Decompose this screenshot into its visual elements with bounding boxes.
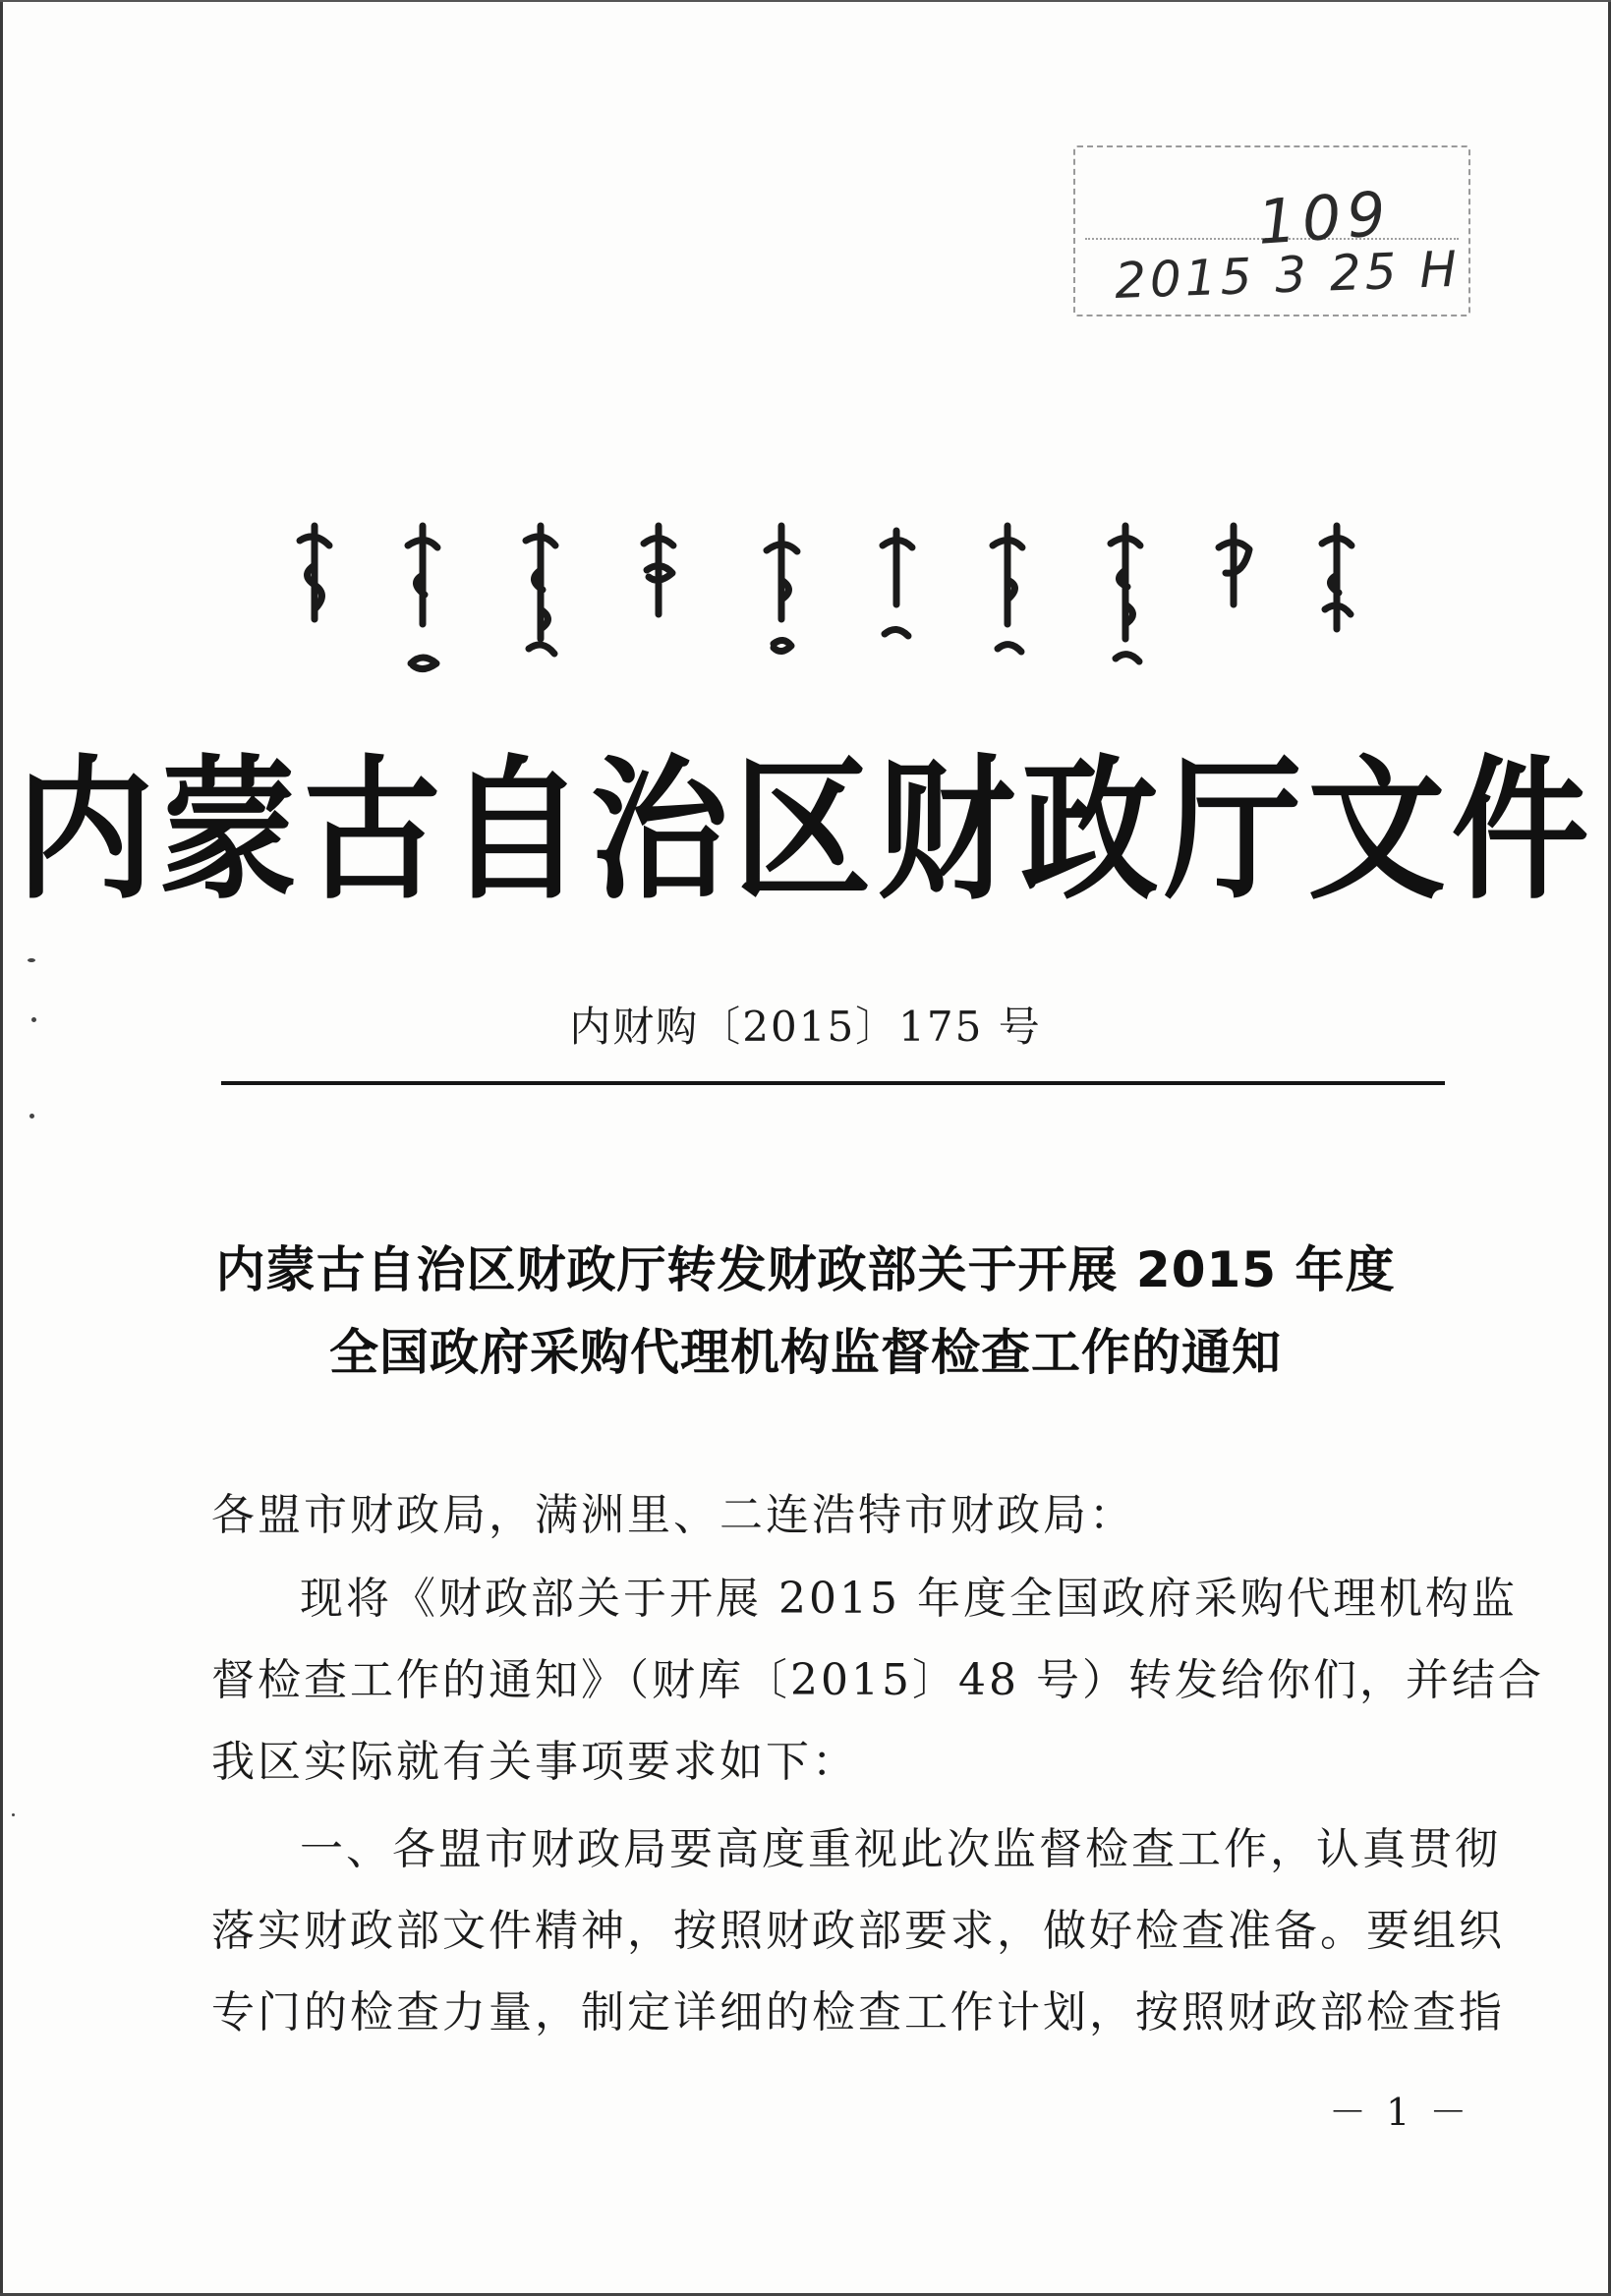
mongolian-script-title	[265, 516, 1386, 693]
scan-speck	[29, 1114, 34, 1119]
salutation: 各盟市财政局，满洲里、二连浩特市财政局：	[211, 1490, 1135, 1540]
body-line: 我区实际就有关事项要求如下：	[211, 1737, 858, 1787]
notice-headline-line-2: 全国政府采购代理机构监督检查工作的通知	[329, 1324, 1282, 1381]
scan-edge-left	[0, 0, 3, 2296]
receipt-stamp	[1073, 145, 1470, 316]
body-line: 专门的检查力量，制定详细的检查工作计划，按照财政部检查指	[211, 1987, 1505, 2038]
body-line: 现将《财政部关于开展 2015 年度全国政府采购代理机构监	[300, 1574, 1518, 1624]
scan-speck	[28, 958, 35, 962]
body-line: 一、各盟市财政局要高度重视此次监督检查工作，认真贯彻	[300, 1824, 1501, 1874]
page-number: － 1 －	[1329, 2091, 1471, 2134]
document-number: 内财购〔2015〕175 号	[569, 1003, 1042, 1051]
stamp-number: 109	[1254, 177, 1395, 258]
notice-headline-line-1: 内蒙古自治区财政厅转发财政部关于开展 2015 年度	[215, 1241, 1396, 1298]
scan-speck	[12, 1813, 15, 1816]
stamp-date: 2015 3 25 H	[1114, 240, 1462, 310]
scan-edge-top	[0, 0, 1611, 2]
body-line: 督检查工作的通知》（财库〔2015〕48 号）转发给你们，并结合	[211, 1655, 1544, 1705]
letterhead-divider-line	[221, 1081, 1445, 1085]
body-line: 落实财政部文件精神，按照财政部要求，做好检查准备。要组织	[211, 1906, 1505, 1956]
letterhead-title: 内蒙古自治区财政厅文件	[16, 741, 1595, 922]
scan-speck	[31, 1017, 36, 1022]
